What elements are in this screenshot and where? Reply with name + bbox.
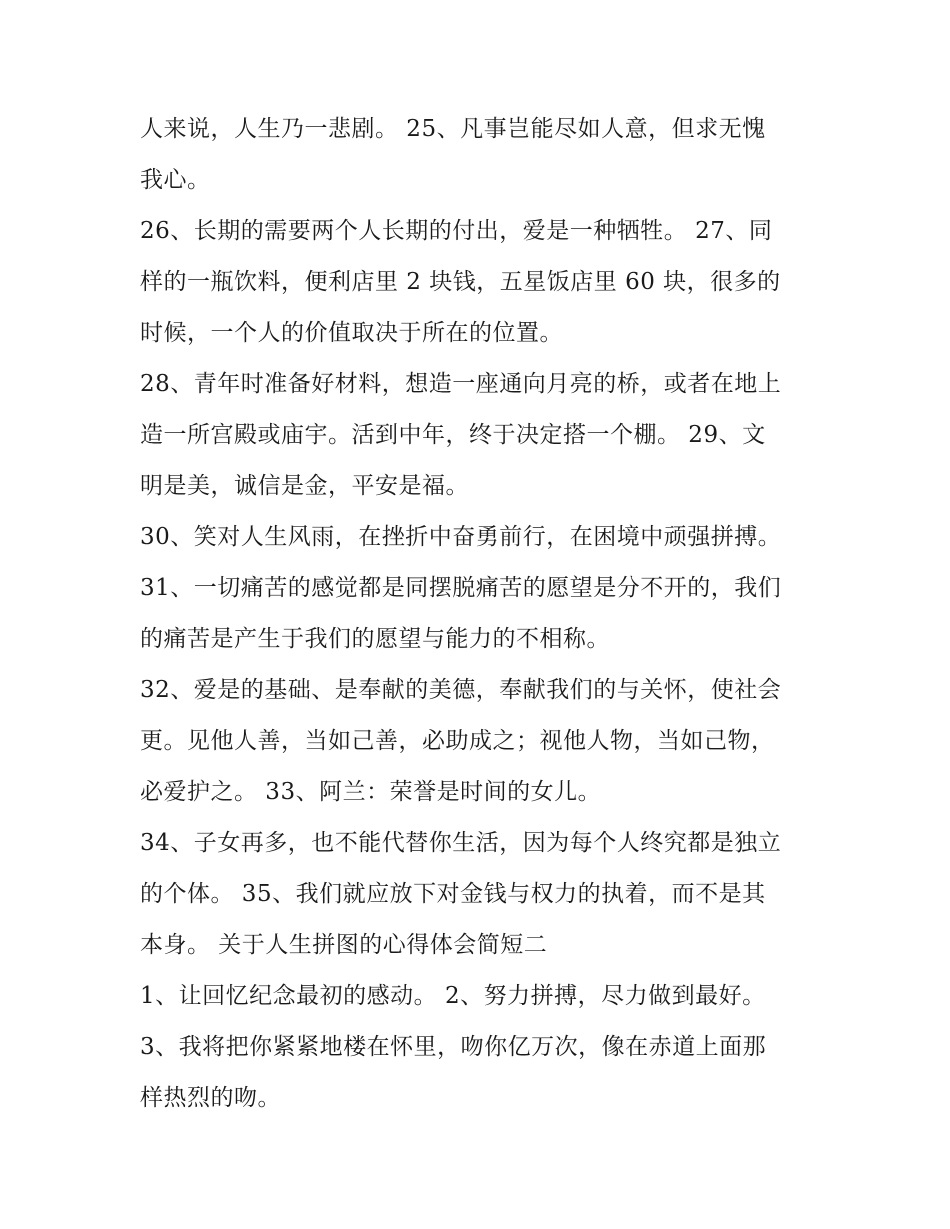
text-line: 样热烈的吻。 (140, 1085, 281, 1111)
text-line: 的痛苦是产生于我们的愿望与能力的不相称。 (140, 626, 610, 652)
text-line: 31、一切痛苦的感觉都是同摆脱痛苦的愿望是分不开的，我们 (140, 575, 782, 601)
text-line: 造一所宫殿或庙宇。活到中年，终于决定搭一个棚。 29、文 (140, 422, 766, 448)
text-line: 明是美，诚信是金，平安是福。 (140, 473, 469, 499)
text-line: 3、我将把你紧紧地楼在怀里，吻你亿万次，像在赤道上面那 (140, 1034, 767, 1060)
text-line: 26、长期的需要两个人长期的付出，爱是一种牺牲。 27、同 (140, 218, 773, 244)
document-body (140, 104, 820, 1124)
text-line: 30、笑对人生风雨，在挫折中奋勇前行，在困境中顽强拼搏。 (140, 524, 782, 550)
text-line: 的个体。 35、我们就应放下对金钱与权力的执着，而不是其 (140, 881, 766, 907)
text-line: 1、让回忆纪念最初的感动。 2、努力拼搏，尽力做到最好。 (140, 983, 766, 1009)
text-line: 本身。 关于人生拼图的心得体会简短二 (140, 932, 548, 958)
text-line: 34、子女再多，也不能代替你生活，因为每个人终究都是独立 (140, 830, 782, 856)
text-line: 时候，一个人的价值取决于所在的位置。 (140, 320, 563, 346)
text-line: 我心。 (140, 167, 211, 193)
text-line: 28、青年时准备好材料，想造一座通向月亮的桥，或者在地上 (140, 371, 782, 397)
text-line: 32、爱是的基础、是奉献的美德，奉献我们的与关怀，使社会 (140, 677, 782, 703)
text-line: 人来说，人生乃一悲剧。 25、凡事岂能尽如人意，但求无愧 (140, 116, 766, 142)
text-line: 样的一瓶饮料，便利店里 2 块钱，五星饭店里 60 块，很多的 (140, 269, 781, 295)
text-line: 更。见他人善，当如己善，必助成之；视他人物，当如己物， (140, 728, 775, 754)
text-line: 必爱护之。 33、阿兰：荣誉是时间的女儿。 (140, 779, 602, 805)
